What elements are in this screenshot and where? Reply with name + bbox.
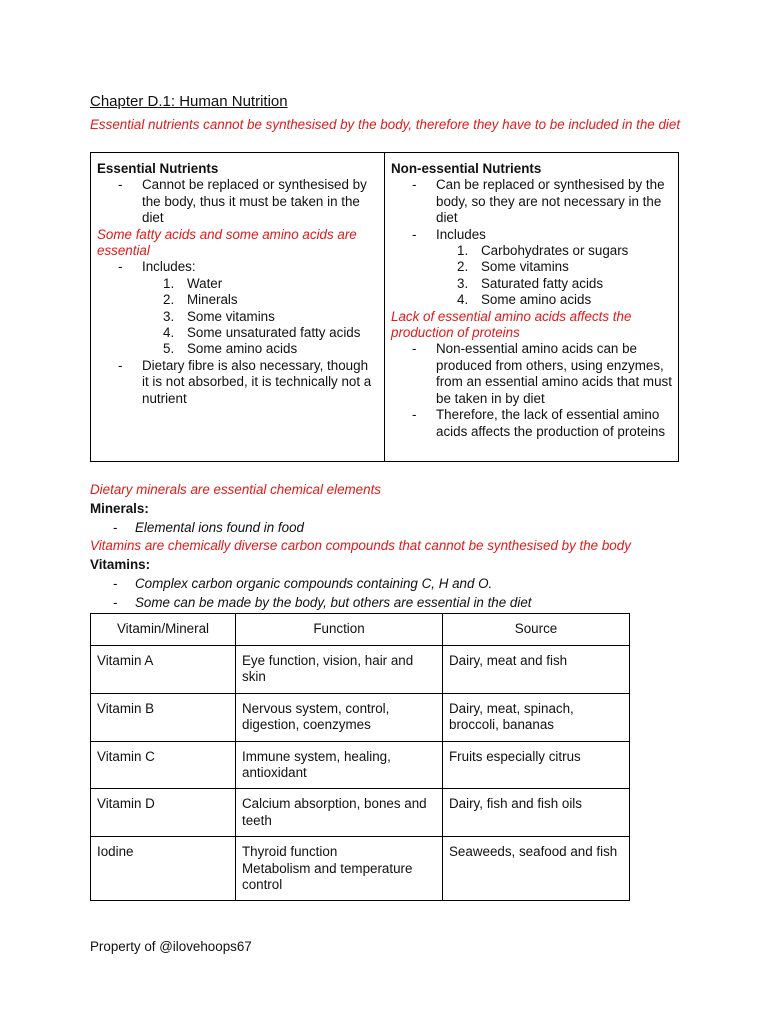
list-item: 3. Some vitamins [163, 308, 275, 324]
essential-item: Some vitamins [187, 308, 275, 324]
essential-item: Some amino acids [187, 341, 298, 357]
table-cell: Vitamin D [91, 789, 236, 837]
essential-note: Some fatty acids and some amino acids are essential [97, 226, 357, 259]
essential-column [91, 153, 385, 461]
vitamins-point: Some can be made by the body, but others are essential in the diet [135, 594, 532, 610]
essential-includes-label: Includes: [142, 259, 196, 275]
table-cell: Dairy, meat and fish [443, 646, 630, 694]
list-item: 1. Carbohydrates or sugars [457, 243, 629, 259]
list-item: - Complex carbon organic compounds containing C, H and O. [113, 575, 493, 591]
list-item: 4. Some amino acids [457, 292, 592, 308]
table-cell: Vitamin B [91, 693, 236, 741]
list-item: 4. Some unsaturated fatty acids [163, 325, 361, 341]
nutrients-table [90, 152, 679, 462]
non-essential-column [385, 153, 678, 461]
non-essential-item: Carbohydrates or sugars [481, 243, 629, 259]
table-header-row [91, 614, 630, 646]
list-item: - Some can be made by the body, but others are essential in the diet [113, 594, 532, 610]
minerals-point: Elemental ions found in food [135, 519, 304, 535]
table-cell: Iodine [91, 837, 236, 901]
table-row [91, 837, 630, 901]
minerals-heading: Minerals: [90, 500, 149, 516]
table-cell: Dairy, fish and fish oils [443, 789, 630, 837]
list-item: - Non-essential amino acids can be produced from others, using enzymes, from an essential amino acids that must be taken in by diet [412, 341, 672, 406]
table-cell: Calcium absorption, bones and teeth [236, 789, 443, 837]
table-cell: Fruits especially citrus [443, 741, 630, 789]
non-essential-heading: Non-essential Nutrients [391, 161, 542, 176]
table-cell: Vitamin A [91, 646, 236, 694]
table-cell: Eye function, vision, hair and skin [236, 646, 443, 694]
essential-item: Some unsaturated fatty acids [187, 325, 361, 341]
essential-heading: Essential Nutrients [97, 161, 219, 176]
essential-item: Minerals [187, 292, 238, 308]
list-item: 1. Water [163, 275, 223, 291]
table-row [91, 646, 630, 694]
non-essential-item: Some amino acids [481, 292, 592, 308]
non-essential-note: Lack of essential amino acids affects the production of proteins [391, 308, 632, 341]
page-title: Chapter D.1: Human Nutrition [90, 93, 288, 110]
vitamins-note: Vitamins are chemically diverse carbon compounds that cannot be synthesised by the body [90, 538, 631, 554]
function-line: Metabolism and temperature control [242, 860, 413, 893]
essential-point-1: Cannot be replaced or synthesised by the body, thus it must be taken in the diet [142, 177, 367, 226]
footer-text: Property of @ilovehoops67 [90, 939, 252, 954]
non-essential-point-3: Non-essential amino acids can be produced from others, using enzymes, from an essential amino acids that must be taken in by diet [436, 341, 672, 406]
list-item: 3. Saturated fatty acids [457, 275, 604, 291]
non-essential-point-1: Can be replaced or synthesised by the body, so they are not necessary in the diet [436, 177, 665, 226]
essential-item: Water [187, 275, 223, 291]
column-header: Source [443, 614, 630, 646]
table-cell: Nervous system, control, digestion, coenzymes [236, 693, 443, 741]
minerals-vitamins-section [90, 481, 730, 613]
list-item: - Dietary fibre is also necessary, though it is not absorbed, it is technically not a nutrient [118, 357, 372, 406]
table-cell [236, 837, 443, 901]
vitamins-point: Complex carbon organic compounds containing C, H and O. [135, 575, 493, 591]
list-item: - Cannot be replaced or synthesised by the body, thus it must be taken in the diet [118, 177, 367, 226]
vitamins-heading: Vitamins: [90, 557, 151, 573]
list-item: 5. Some amino acids [163, 341, 298, 357]
non-essential-item: Saturated fatty acids [481, 275, 604, 291]
non-essential-includes-label: Includes [436, 226, 486, 242]
table-row [91, 789, 630, 837]
column-header: Function [236, 614, 443, 646]
non-essential-point-4: Therefore, the lack of essential amino acids affects the production of proteins [436, 407, 666, 439]
vitamin-table [90, 613, 630, 901]
table-cell: Seaweeds, seafood and fish [443, 837, 630, 901]
list-item: - Elemental ions found in food [113, 519, 304, 535]
minerals-note: Dietary minerals are essential chemical elements [90, 482, 381, 497]
list-item: - Includes [412, 226, 486, 242]
table-row [91, 741, 630, 789]
list-item: 2. Minerals [163, 292, 238, 308]
list-item: - Therefore, the lack of essential amino acids affects the production of proteins [412, 407, 666, 439]
essential-point-3: Dietary fibre is also necessary, though it is not absorbed, it is technically not a nutrient [142, 357, 372, 406]
intro-note: Essential nutrients cannot be synthesised by the body, therefore they have to be included in the diet [90, 117, 681, 132]
list-item: - Can be replaced or synthesised by the body, so they are not necessary in the diet [412, 177, 665, 226]
table-cell: Dairy, meat, spinach, broccoli, bananas [443, 693, 630, 741]
column-header: Vitamin/Mineral [91, 614, 236, 646]
list-item: 2. Some vitamins [457, 259, 569, 275]
function-line: Thyroid function [242, 844, 338, 860]
table-row [91, 693, 630, 741]
table-cell: Immune system, healing, antioxidant [236, 741, 443, 789]
table-cell: Vitamin C [91, 741, 236, 789]
list-item: - Includes: [118, 259, 196, 275]
non-essential-item: Some vitamins [481, 259, 569, 275]
